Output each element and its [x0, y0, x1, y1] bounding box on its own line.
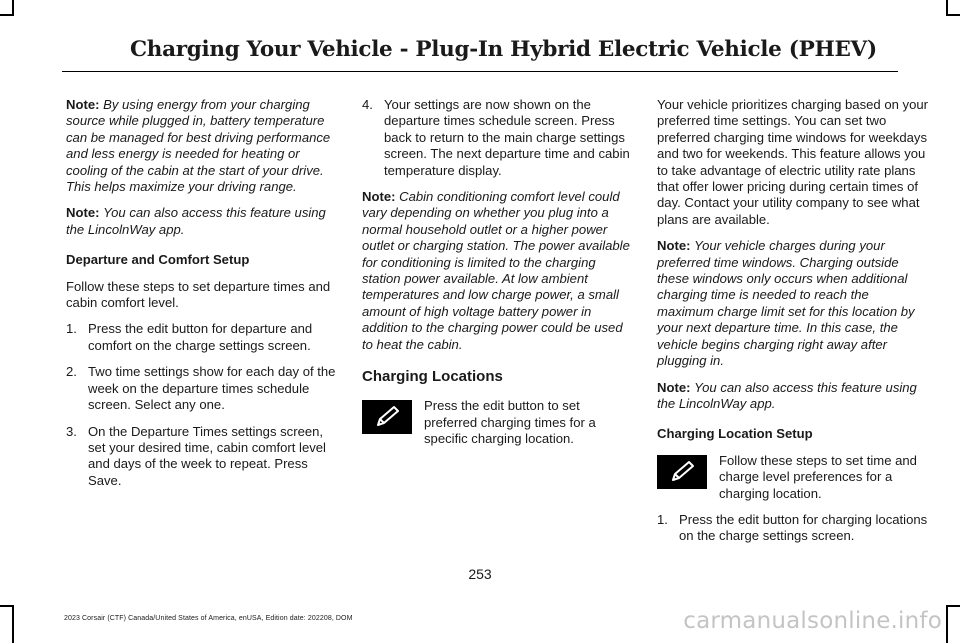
- note-text: By using energy from your charging source while plugged in, battery temperature can be managed for best driving performance and less energy is needed for heating or cooling of the cabin at the start of your drive. This helps maximize your driving range.: [66, 97, 331, 195]
- step-text: On the Departure Times settings screen, set your desired time, cabin comfort level and days of the week to repeat. Press Save.: [88, 423, 326, 488]
- column-1: [66, 97, 338, 499]
- edition-line: 2023 Corsair (CTF) Canada/United States of America, enUSA, Edition date: 202208, DOM: [64, 615, 353, 622]
- column-2: [362, 97, 634, 457]
- step-item: [66, 424, 338, 490]
- page-number: 253: [468, 566, 492, 582]
- crop-mark-bottom-left-horizontal: [0, 605, 14, 607]
- note-text: Your vehicle charges during your preferred time windows. Charging outside these windows only occurs when additional charging time is needed to reach the maximum charge limit set for this location by your next departure time. In this case, the vehicle begins charging right away after plugging in.: [657, 238, 915, 369]
- icon-instruction: [657, 453, 929, 502]
- crop-mark-bottom-left-vertical: [12, 605, 14, 643]
- crop-mark-top-right-horizontal: [946, 14, 960, 16]
- step-text: Your settings are now shown on the departure times schedule screen. Press back to return to the main charge settings screen. The next departure time and cabin temperature display.: [384, 97, 630, 178]
- note-label: Note:: [657, 238, 691, 254]
- step-number: 2.: [66, 364, 77, 380]
- pencil-edit-icon: [362, 400, 412, 434]
- step-item: [657, 512, 929, 545]
- step-number: 3.: [66, 423, 77, 439]
- icon-instruction: [362, 398, 634, 447]
- watermark: carmanualsonline.info: [683, 608, 942, 634]
- section-subheading: Charging Location Setup: [657, 426, 813, 442]
- note-label: Note:: [66, 205, 100, 221]
- pencil-edit-icon: [657, 455, 707, 489]
- note-label: Note:: [362, 189, 396, 205]
- note-text: You can also access this feature using the LincolnWay app.: [657, 379, 917, 411]
- icon-instruction-text: Press the edit button to set preferred charging times for a specific charging location.: [424, 398, 596, 446]
- note-text: You can also access this feature using the LincolnWay app.: [66, 205, 326, 237]
- crop-mark-bottom-right-vertical: [946, 605, 948, 643]
- icon-instruction-text: Follow these steps to set time and charge level preferences for a charging location.: [719, 452, 917, 501]
- header-rule: [62, 71, 898, 72]
- note-paragraph: [66, 97, 338, 195]
- note-paragraph: [362, 189, 634, 353]
- step-item: [362, 97, 634, 179]
- note-label: Note:: [66, 97, 100, 112]
- step-text: Press the edit button for charging locations on the charge settings screen.: [679, 511, 928, 544]
- page-title: Charging Your Vehicle - Plug-In Hybrid Electric Vehicle (PHEV): [130, 37, 877, 62]
- section-subheading: Departure and Comfort Setup: [66, 252, 250, 268]
- step-number: 4.: [362, 97, 373, 112]
- column-3: [657, 97, 929, 555]
- crop-mark-bottom-right-horizontal: [946, 605, 960, 607]
- note-paragraph: [657, 238, 929, 369]
- note-label: Note:: [657, 379, 691, 395]
- step-text: Press the edit button for departure and comfort on the charge settings screen.: [88, 321, 313, 353]
- step-number: 1.: [657, 511, 668, 527]
- intro-paragraph: Follow these steps to set departure times and cabin comfort level.: [66, 278, 331, 311]
- step-item: [66, 364, 338, 413]
- note-text: Cabin conditioning comfort level could vary depending on whether you plug into a normal household outlet or a higher power outlet or charging station. The power available for conditioning is limited to the charging station power available. At low ambient temperatures and low charge power, a small amount of high voltage battery power in addition to the charging power could be used to heat the cabin.: [362, 189, 630, 352]
- note-paragraph: [657, 380, 929, 413]
- body-paragraph: Your vehicle prioritizes charging based on your preferred time settings. You can set two preferred charging time windows for weekdays and two for weekends. This feature allows you to take advantage of electric utility rate plans that offer lower pricing during certain times of day. Contact your utility company to see what plans are available.: [657, 97, 929, 227]
- note-paragraph: [66, 205, 338, 238]
- step-text: Two time settings show for each day of the week on the departure times schedule screen. Select any one.: [88, 364, 336, 413]
- section-heading: Charging Locations: [362, 368, 503, 386]
- step-item: [66, 321, 338, 354]
- crop-mark-top-left-horizontal: [0, 14, 14, 16]
- step-number: 1.: [66, 321, 77, 337]
